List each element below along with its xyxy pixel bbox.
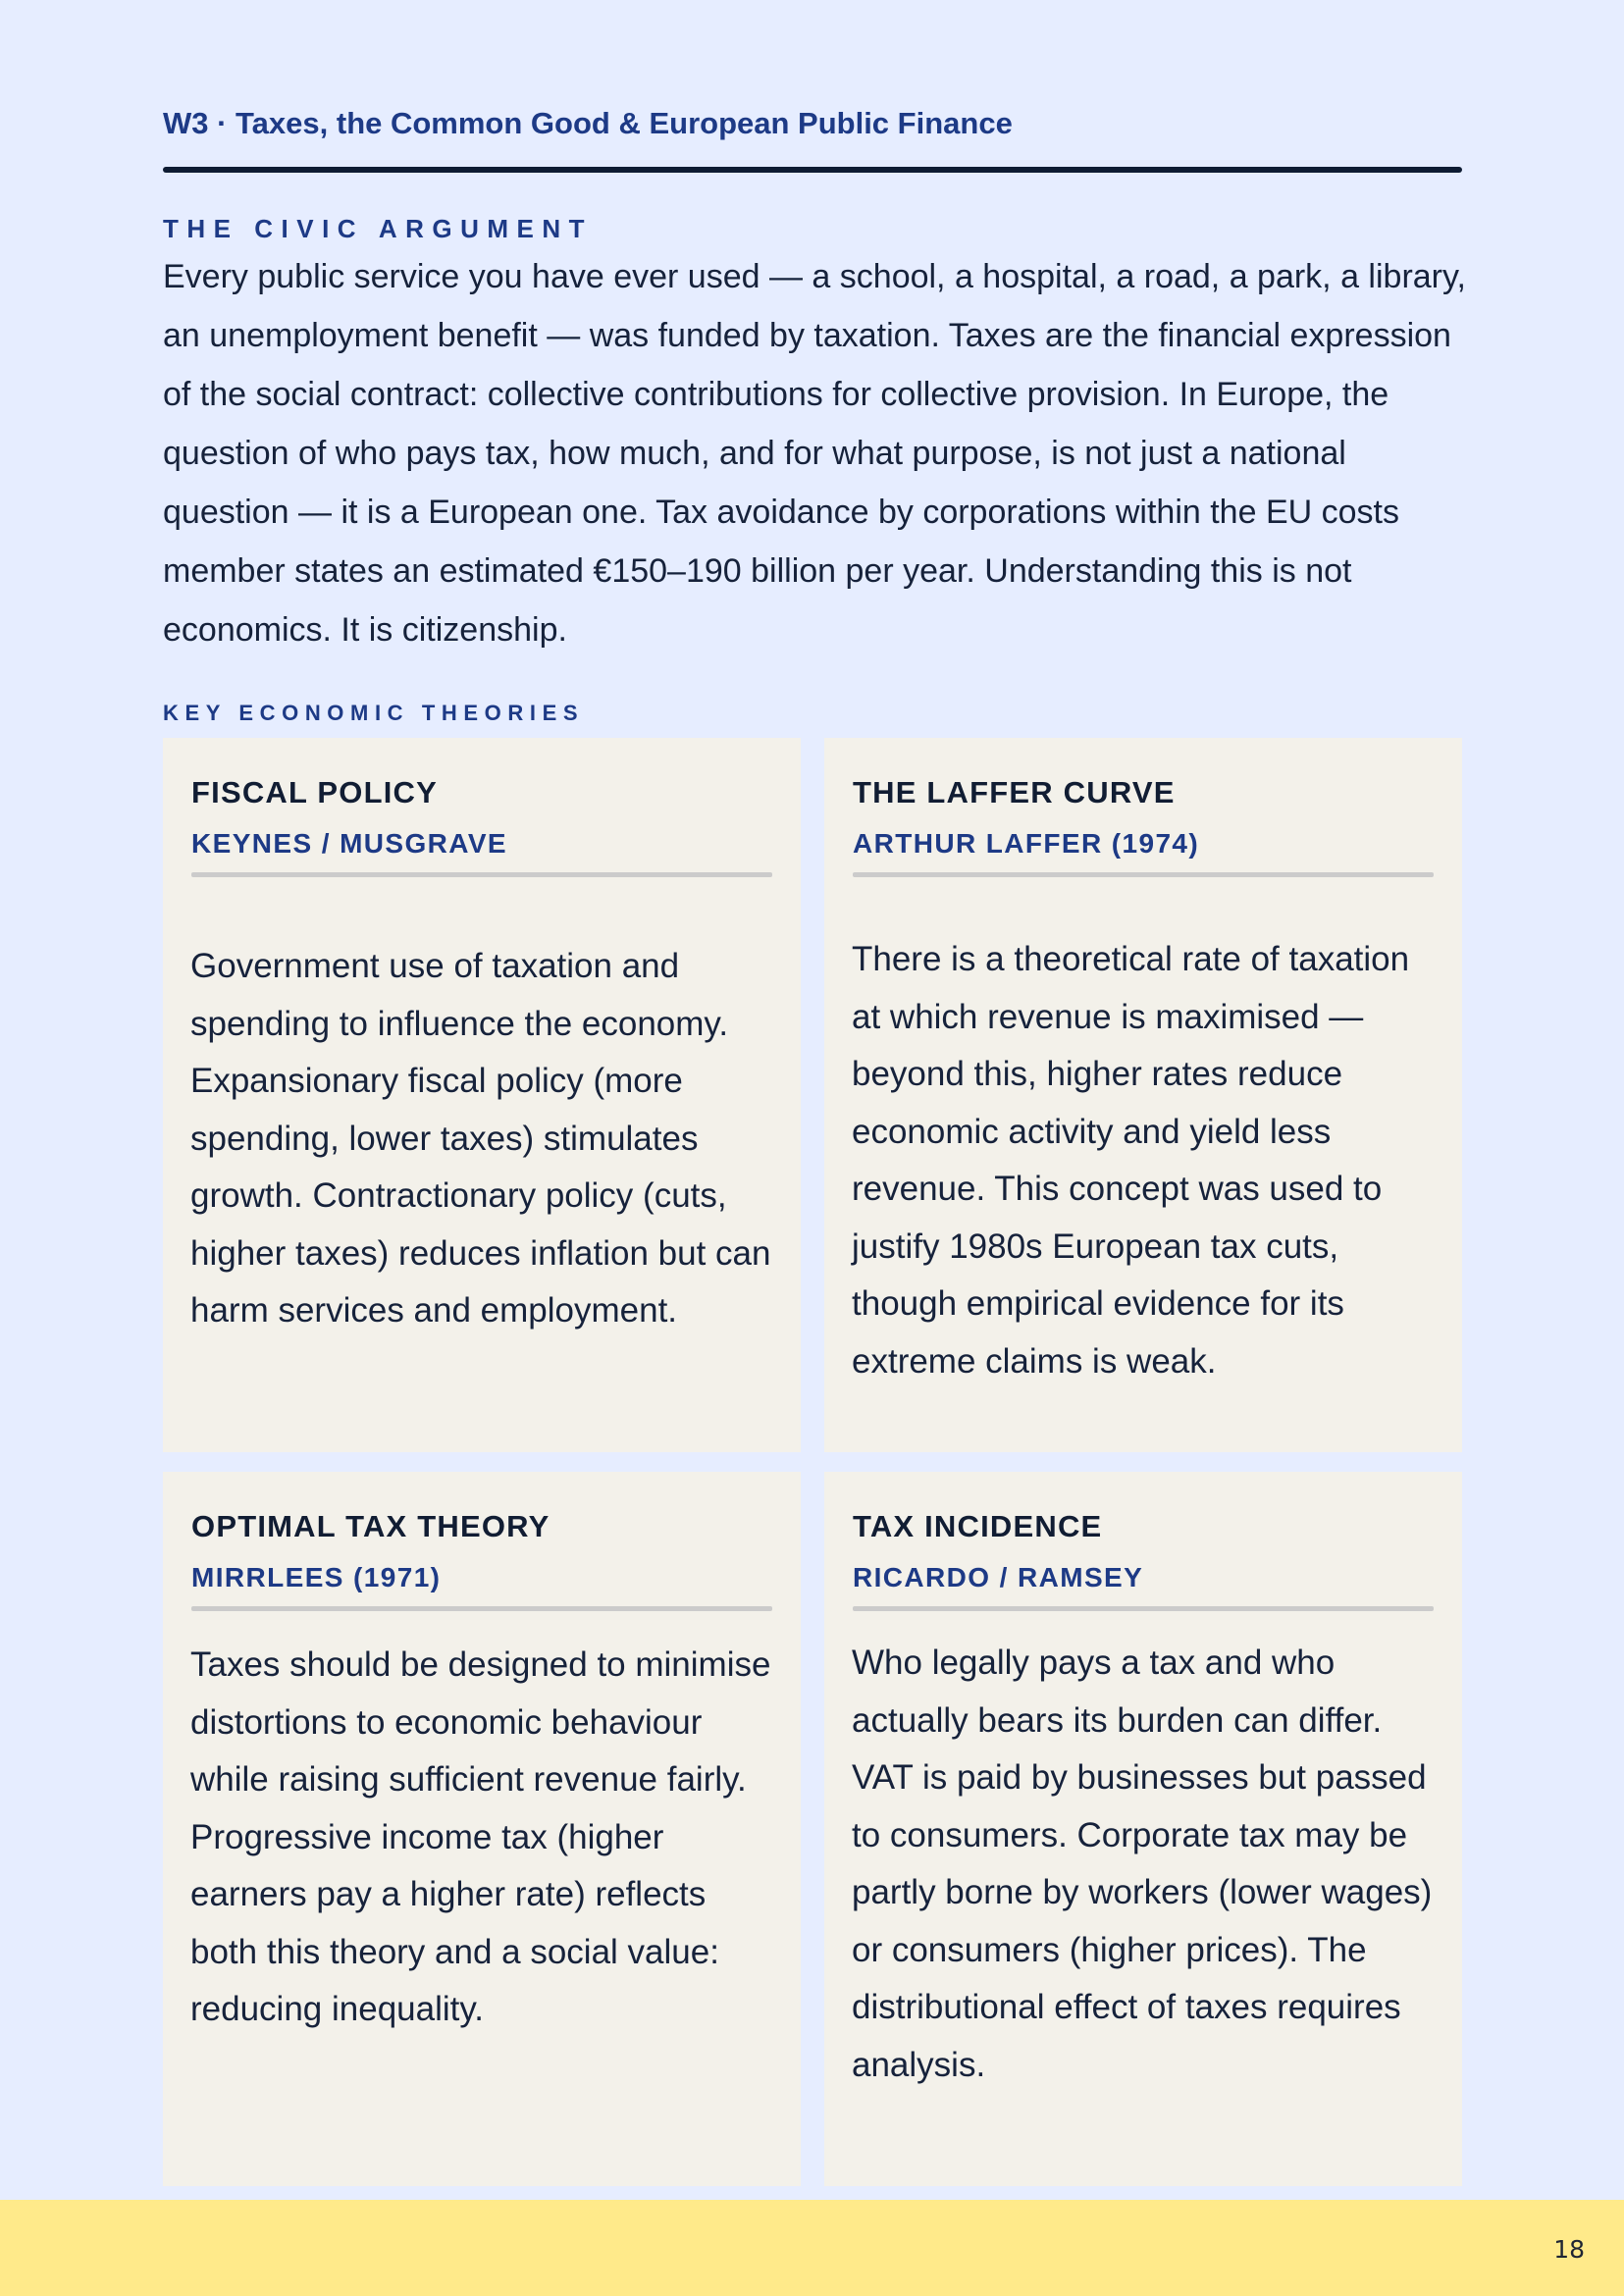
header-divider [163, 167, 1462, 173]
intro-paragraph: Every public service you have ever used — a school, a hospital, a road, a park, a library, an unemployment benefit — was funded by taxation. Taxes are the financial expression of the social contract: collective contributions for collective provision. In Europe, the question of who pays tax, how much, and for what purpose, is not just a national question — it is a European one. Tax avoidance by corporations within the EU costs member states an estimated €150–190 billion per year. Understanding this is not economics. It is citizenship. [163, 258, 1466, 649]
section-label-key-theories: KEY ECONOMIC THEORIES [163, 701, 585, 725]
theory-card-optimal-tax [163, 1472, 801, 2186]
card-subtitle: MIRRLEES (1971) [191, 1562, 442, 1592]
page-number: 18 [1553, 2235, 1585, 2264]
card-divider [853, 872, 1434, 877]
card-divider [191, 872, 772, 877]
card-title: OPTIMAL TAX THEORY [191, 1509, 550, 1543]
card-subtitle: KEYNES / MUSGRAVE [191, 828, 507, 859]
card-subtitle: ARTHUR LAFFER (1974) [853, 828, 1200, 859]
card-divider [191, 1606, 772, 1611]
card-divider [853, 1606, 1434, 1611]
section-label-civic-argument: THE CIVIC ARGUMENT [163, 214, 594, 243]
theory-card-tax-incidence [824, 1472, 1462, 2186]
theory-card-laffer-curve [824, 738, 1462, 1452]
card-body: Taxes should be designed to minimise distortions to economic behaviour while raising sufficient revenue fairly. Progressive income tax (higher earners pay a higher rate) reflects both this theory and a social value: reducing inequality. [190, 1645, 771, 2028]
theory-card-fiscal-policy [163, 738, 801, 1452]
card-body: Government use of taxation and spending to influence the economy. Expansionary fiscal policy (more spending, lower taxes) stimulates growth. Contractionary policy (cuts, higher taxes) reduces inflation but can harm services and employment. [190, 947, 771, 1330]
page-header-title: W3 · Taxes, the Common Good & European Public Finance [163, 106, 1013, 140]
card-title: THE LAFFER CURVE [853, 775, 1176, 809]
card-title: FISCAL POLICY [191, 775, 438, 809]
page-footer [0, 2200, 1624, 2296]
card-body: There is a theoretical rate of taxation at which revenue is maximised — beyond this, higher rates reduce economic activity and yield less revenue. This concept was used to justify 1980s European tax cuts, though empirical evidence for its extreme claims is weak. [852, 940, 1410, 1381]
card-title: TAX INCIDENCE [853, 1509, 1103, 1543]
card-body: Who legally pays a tax and who actually bears its burden can differ. VAT is paid by businesses but passed to consumers. Corporate tax may be partly borne by workers (lower wages) or consumers (higher prices). The distributional effect of taxes requires analysis. [852, 1644, 1433, 2084]
card-subtitle: RICARDO / RAMSEY [853, 1562, 1144, 1592]
